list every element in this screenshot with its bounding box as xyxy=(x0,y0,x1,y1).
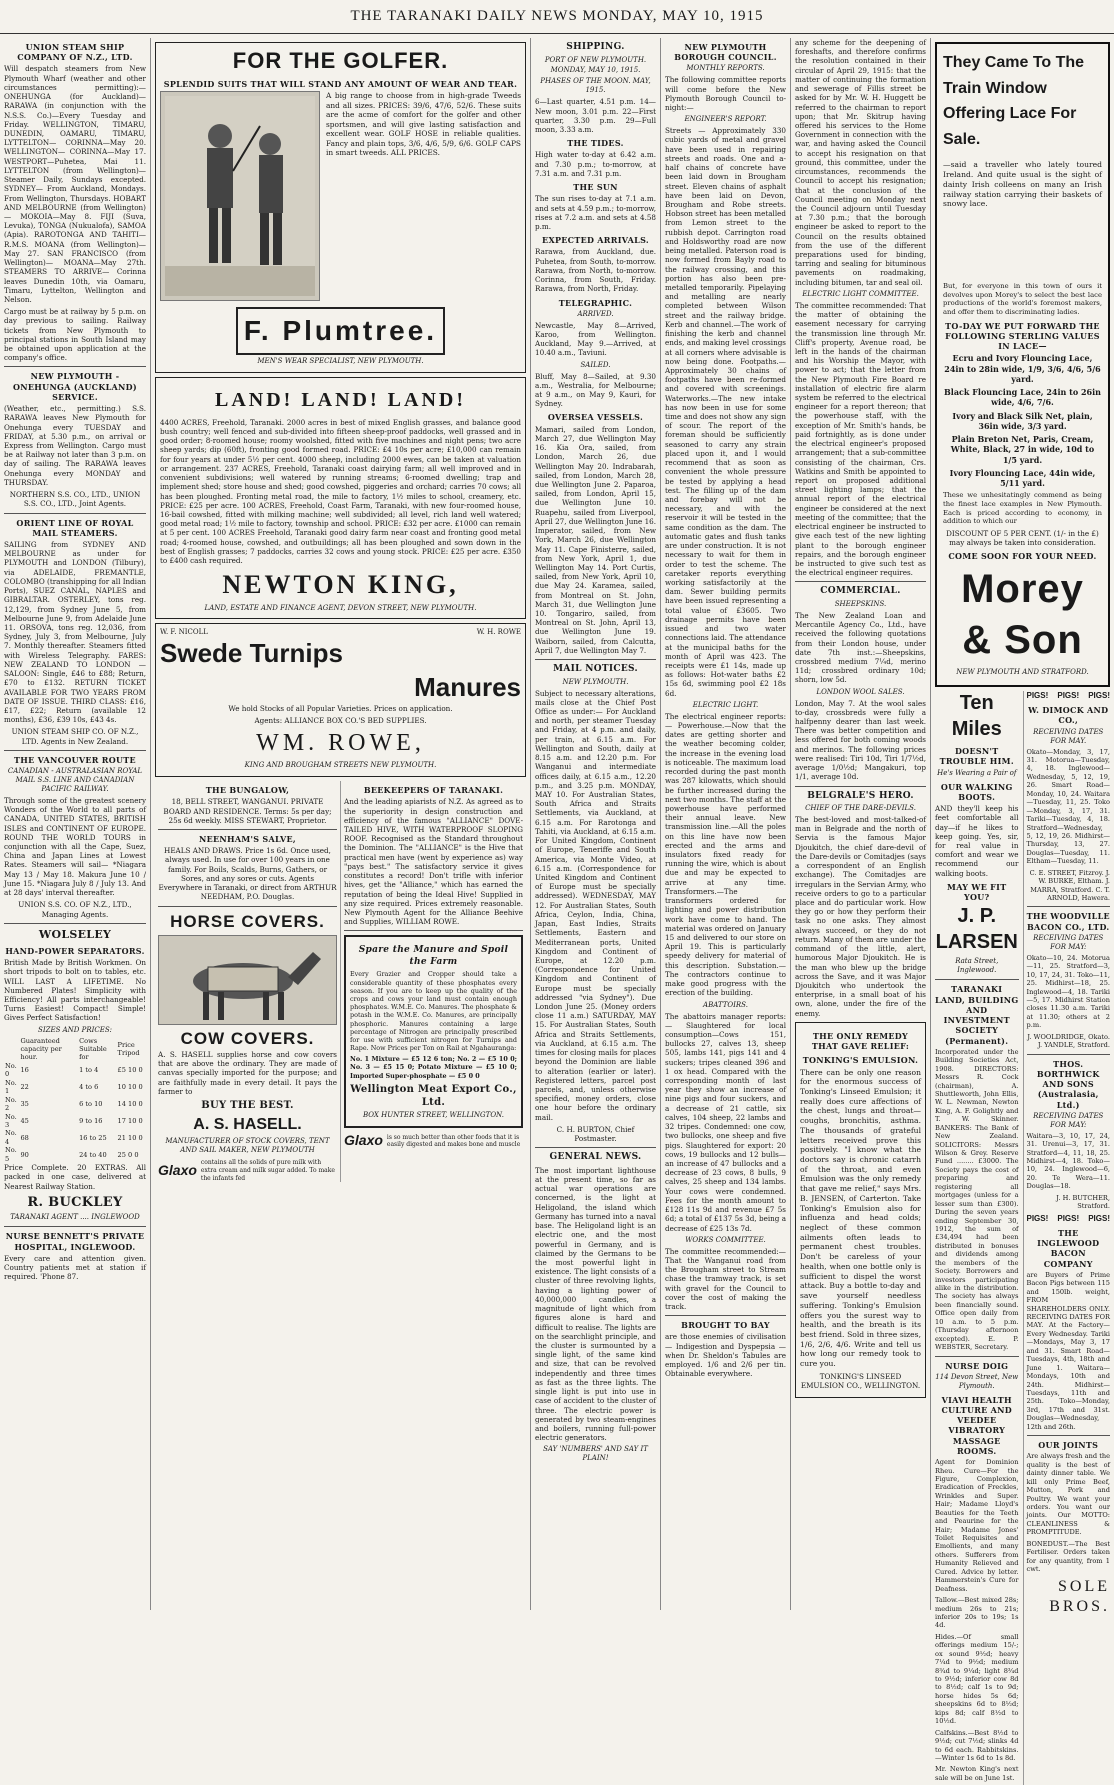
wm-rowe-subtitle: KING AND BROUGHAM STREETS NEW PLYMOUTH. xyxy=(244,761,437,770)
borthwick-heading: THOS. BORTHWICK AND SONS (Australasia, Ltd.) xyxy=(1036,1058,1100,1110)
electric-light-body: The electrical engineer reports:— Powerhouse.—Now that the dates are getting shorter and the weather becoming colder, the increase in the evening load is noticeable. The maximum load recorded during the past month was 287 kilowatts, which should be further increased during the next two months. The staff at the powerhouse have performed their annual leave. New transmission line.—All the poles on this line have now been erected and the arms and insulators fixed ready for running the wire, which is about due and may be expected to arrive at any time. Transformers.—The transformers ordered for lighting and power distribution work have come to hand. The material was ordered on January 15 and delivered to our store on April 19. This is particularly speedy delivery for material of this description. Substation.—The contractors continue to make good progress with the erection of the building. xyxy=(665,711,786,998)
column-6 xyxy=(930,38,1114,1782)
newton-king-name: NEWTON KING, xyxy=(222,570,459,600)
manure-ad xyxy=(344,935,523,1128)
borthwick-signature: J. H. BUTCHER, Stratford. xyxy=(1056,1193,1110,1211)
bonedust-note: BONEDUST.—The Best Fertiliser. Orders taken for any quantity, from 1 cwt. xyxy=(1026,1539,1110,1574)
say-it-heading: SAY 'NUMBERS' AND SAY IT PLAIN! xyxy=(543,1445,648,1463)
belgrade-body: The best-loved and most-talked-of man in Belgrade and the north of Servia is the famous Major Djoukitch, the chief dare-devil of the Dare-devils or Comitadjes (says a correspondent of an English exchange). The Comitadjes are irregulars in the Servian Army, who receive orders to go to a particular place and do particular work. How they go or how they perform their task no one asks. They almost always succeed, or they do not return. Many of them are under the command of the little, alert, humorous Major Djoukitch. He is the man who blew up the bridge across the Save, and it was Major Djoukitch who undertook the enterprise, in a small boat of his own, alone, under the fire of the enemy. xyxy=(795,815,926,1018)
remedy-signature: TONKING'S LINSEED EMULSION CO., WELLINGTON. xyxy=(800,1371,921,1391)
arrived-body: Newcastle, May 8—Arrived, Karoo, from Wellington. Auckland, May 9.—Arrived, at 10.40 a.m., Taviuni. xyxy=(535,320,656,358)
arrivals-body: Rarawa, from Auckland, due. Puhetea, from South, to-morrow. Rarawa, from North, to-morrow. Corinna, from South, Friday. Rarawa, from North, Friday. xyxy=(535,247,656,294)
buckley-heading: R. BUCKLEY xyxy=(27,1194,123,1210)
wolseley-body: British Made by British Workmen. On short tripods to bolt on to tables, etc. WILL LAST A LIFETIME. No Numbered Plates! Simplicity with Efficiency! All parts interchangeable! Turns Easiest! Compact! Simple! Gives Perfect Satisfaction! xyxy=(4,958,146,1023)
pigs-row: PIGS! PIGS! PIGS! xyxy=(1026,690,1110,700)
nurse-bennett-heading: NURSE BENNETT'S PRIVATE HOSPITAL, INGLEWOOD. xyxy=(5,1231,145,1252)
engineer-body: Streets — Approximately 330 cubic yards of metal and gravel have been used in repairing streets and roads. One and a-half chains of concrete have been laid down in Brougham street. Eleven chains of asphalt have been laid on Devon, Brougham and Robe streets. Hobson street has been metalled from Lemon street to the rubbish depot. Carrington road and Holdsworthy road are now being metalled. Paterson road is now formed from Bayly road to the railway crossing, and this portion has also been pre-metalled temporarily. Pipelaying and metalling are nearly completed between Wilson street and the railway bridge. Kerb and channel.—The work of finishing the kerb and channel ends, and making level crossings at all corners where advisable is now being done. Footpaths.—Approximately 30 chains of footpaths have been re-formed and covered with screenings. Waterworks.—The new intake has now been in use for some time and does not show any sign of scour. The report of the foreman should be sufficiently seasoned to carry any strain placed upon it, and I would recommend that as soon as convenient the whole pressure be tested by applying a head test. The filling up of the dam and forebay will not be necessary, and with the reservoir it will be tested in the same condition as the dam. The automatic gates and flush tanks are under construction. It is not necessary to wait for them in order to test the scheme. The caretaker reports everything working satisfactorily at the dam. Sewer building permits have been issued representing a total value of £3605. Two drainage permits have been issued and two water connections laid. The attendance at the municipal baths for the month of April was 423. The receipts were £1 14s, made up as follows: Hot-water baths £2 15s 6d, swimming pool £2 18s 6d. xyxy=(665,126,786,698)
sheepskins-heading: SHEEPSKINS. xyxy=(834,599,887,608)
council-heading: NEW PLYMOUTH BOROUGH COUNCIL. xyxy=(674,42,777,63)
dimock-subheading: RECEIVING DATES FOR MAY. xyxy=(1033,727,1104,745)
morey-ad xyxy=(935,42,1110,687)
sun-heading: THE SUN xyxy=(573,182,618,193)
table-row: No. 5 90 24 to 40 25 0 0 xyxy=(5,1146,139,1163)
lace-item: Black Flouncing Lace, 24in to 26in wide, 4/6, 7/6. xyxy=(944,387,1101,408)
pigs-row: PIGS! PIGS! PIGS! xyxy=(1026,1213,1110,1223)
land-title: LAND! LAND! LAND! xyxy=(215,389,466,412)
nurse-doig-subtitle: 114 Devon Street, New Plymouth. xyxy=(935,1372,1019,1390)
wm-rowe-name: WM. ROWE, xyxy=(256,730,425,757)
ten-miles-subtitle: DOESN'T TROUBLE HIM. xyxy=(939,746,1014,767)
cow-covers-title: COW COVERS. xyxy=(180,1029,315,1049)
column-5 xyxy=(790,38,930,1610)
woodville-signature: J. WOOLDRIDGE, Okato. J. YANDLE, Stratford. xyxy=(1027,1032,1110,1050)
sun-body: The sun rises to-day at 7.1 a.m. and sets at 4.59 p.m.; to-morrow, rises at 7.2 a.m. and sets at 4.58 p.m. xyxy=(535,194,656,231)
rowe-short-name: W. H. ROWE xyxy=(476,628,521,637)
woodville-body: Okato—10, 24. Motorua—11, 25. Stratford—3, 10, 17, 24, 31. Toko—11, 25. Midhirst—18, 25. Inglewood—4, 18. Tariki—5, 17. Midhirst Station closes 11.30 a.m. Tariki at 11.30; others at 2 p.m. xyxy=(1026,953,1110,1030)
ten-miles-body: He's Wearing a Pair of xyxy=(937,768,1017,777)
dimock-body: Okato—Monday, 3, 17, 31. Motorua—Tuesday, 4, 18. Inglewood—Wednesday, 5, 12, 19, 26. Smart Road—Monday, 10, 24. Waitara—Tuesday, 11, 25. Toko—Monday, 3, 17, 31. Tariki—Tuesday, 4, 18. Stratford—Wednesday, 5, 12, 19, 26. Midhirst—Thursday, 13, 27. Douglas—Tuesday, 11. Eltham—Tuesday, 11. xyxy=(1026,747,1110,866)
joints-body: Are always fresh and the quality is the best of dainty dinner table. We kill only Prime Beef, Mutton, Pork and Poultry. We want your orders. You want our joints. Our MOTTO: CLEANLINESS & PROMPTITUDE. xyxy=(1026,1452,1110,1537)
works-body: The committee recommended:—That the Wanganui road from the Brougham street to Stream chase the tramway track, is set with gravel for the Council to cover the cost of making the track. xyxy=(665,1246,786,1312)
wellington-meat-address: BOX HUNTER STREET, WELLINGTON. xyxy=(363,1111,504,1120)
onehunga-heading: NEW PLYMOUTH - ONEHUNGA (AUCKLAND) SERVICE. xyxy=(13,371,137,402)
glaxo-logo: Glaxo xyxy=(344,1132,383,1149)
orient-body: SAILING from SYDNEY AND MELBOURNE as under for PLYMOUTH and LONDON (Tilbury), via ADELAIDE, FREMANTLE, COLOMBO (transhipping for all Indian Ports), SUEZ CANAL, NAPLES and GIBRALTAR. OSTERLEY, tons reg. 12,129, from Sydney June 5, from Melbourne June 9, from Adelaide June 11. ORSOVA, tons reg. 12,036, from Sydney, July 3, from Melbourne, July 7. Monthly thereafter. Steamers fitted with Wireless Telegraphy. FARES: NEW ZEALAND TO LONDON —SALOON: Single, £46 to £88; Return, £70 to £132. RETURN TICKET AVAILABLE FOR TWO YEARS FROM DATE OF ISSUE. THIRD CLASS: £16, £17, £22; Return (available 12 months), £36, £39 10s, £43 4s. xyxy=(4,540,146,725)
orient-signature: UNION STEAM SHIP CO. OF N.Z., LTD. Agents in New Zealand. xyxy=(11,727,139,746)
lace-body: But, for everyone in this town of ours it devolves upon Morey's to select the best lace productions of the world's foremost makers, and offer them to discriminating ladies. xyxy=(943,281,1102,317)
lace-item: Ivory and Black Silk Net, plain, 36in wide, 3/3 yard. xyxy=(952,410,1093,431)
horse-icon xyxy=(163,937,333,1023)
moon-heading: PHASES OF THE MOON. MAY, 1915. xyxy=(540,77,651,95)
sailed-heading: SAILED. xyxy=(580,360,611,369)
ten-miles-title: Ten Miles xyxy=(951,691,1002,740)
golfer-title: FOR THE GOLFER. xyxy=(232,48,449,73)
morey-subtitle: NEW PLYMOUTH AND STRATFORD. xyxy=(956,668,1089,677)
manure-heading: Spare the Manure and Spoil the Farm xyxy=(358,945,509,967)
table-row: No. 1 22 4 to 6 10 10 0 xyxy=(5,1078,143,1096)
mail-body: Subject to necessary alterations, mails close at the Chief Post Office as under:— For Auckland and north, per steamer Tuesday and Friday, at 4 p.m. and daily, per train, at 6.15 a.m. For Wellington and South, daily at 8.15 a.m. and 12.20 p.m. For Wanganui and intermediate offices daily, at 6.15 a.m., 12.20 p.m., and 3.25 p.m. MONDAY, MAY 10. For Australian States, South Africa and Straits Settlements, via Auckland, at 6.15 a.m. For Rarotonga and Tahiti, via Auckland, at 6.15 a.m. For United Kingdom, Continent of Europe, Teneriffe and South America, via Monte Video, at 6.15 a.m. (Correspondence for United Kingdom and Continent of Europe must be specially addressed). WEDNESDAY, MAY 12. For Australian States, South Africa, Ceylon, India, China, Japan, East Indies, Straits Settlements, Eastern and Mediterranean ports, United Kingdom and Continent of Europe, at 12.20 p.m. (Correspondence for United Kingdom and Continent of Europe must be specially addressed "via Sydney"). Due London June 25. (Money orders close 11 a.m.) SATURDAY, MAY 15. For Australian States, South Africa and Straits Settlements, via Auckland, at 6.15 a.m. The times for closing mails for places beyond the Dominion are liable to alteration (earlier or later). Registered letters, parcel post parcels, and, unless otherwise specified, money orders, close one hour before the ordinary mail. xyxy=(535,688,656,1122)
belgrade-heading: BELGRALE'S HERO. xyxy=(807,790,914,801)
today-we-heading: TO-DAY WE PUT FORWARD THE FOLLOWING STERLING VALUES IN LACE— xyxy=(945,320,1100,352)
cargo-note: Cargo must be at railway by 5 p.m. on day previous to sailing. Railway tickets from New Plymouth to principal stations in South Island may be obtained upon application at the company's office. xyxy=(4,307,146,363)
horse-covers-title: HORSE COVERS. xyxy=(170,911,325,931)
borthwick-body: Waitara—3, 10, 17, 24, 31. Urenui—3, 17, 31. Stratford—4, 11, 18, 25. Midhirst—4, 18. Toko—10, 24. Inglewood—6, 20. Te Wera—11. Douglas—18. xyxy=(1026,1131,1110,1191)
turnips-ad xyxy=(155,623,526,777)
electric-committee-body: The committee recommended: That the matter of obtaining the easement necessary for carrying the transmission line through Mr. Cliff's property, Avenue road, be left in the hands of the chairman and his Worship the Mayor, with power to act; that the letter from the New Plymouth Fire Board re installation of electric fire alarm system be referred to the electrical engineer for a report thereon; that the powerhouse staff, with the exception of Mr. Smith's hands, be paid fortnightly, as is done under the electrical engineer's proposed arrangement; that a sub-committee consisting of the chairman, Crs. Watkins and Smith be appointed to report on proposed additional street lighting lamps; that the annual report of the electrical engineer be considered at the next meeting of the committee; that the electrical engineer be instructed to give each test of the new lighting plant to the borough engineer repairs, and the borough engineer be instructed to give such test as the electrical engineer requires. xyxy=(795,300,926,578)
manures-title: Manures xyxy=(414,671,521,702)
morey-name: Morey & Son xyxy=(961,566,1084,662)
plumtree-subtitle: MEN'S WEAR SPECIALIST, NEW PLYMOUTH. xyxy=(257,357,424,366)
beekeepers-heading: BEEKEEPERS OF TARANAKI. xyxy=(363,785,504,796)
fit-you: MAY WE FIT YOU? xyxy=(947,881,1007,903)
commercial-heading: COMMERCIAL. xyxy=(820,586,901,597)
glaxo-text: contains all the solids of pure milk with extra cream and milk sugar added. To make the infants fed xyxy=(200,1159,335,1182)
hasell-name: A. S. HASELL. xyxy=(193,1115,302,1133)
discount-note: DISCOUNT OF 5 PER CENT. (1/- in the £) may always be taken into consideration. xyxy=(946,528,1099,548)
belgrade-subheading: CHIEF OF THE DARE-DEVILS. xyxy=(805,804,916,813)
needham-heading: NEENHAM'S SALVE, xyxy=(198,833,296,844)
viavi-body: Agent for Dominion Rheu. Cure—For the Figure, Complexion, Eradication of Freckles, Wrinkles and Super. Hair; Madame Lloyd's Beauties for the Teeth and Peaurine for the Hair; Madame Jones' Toilet Requisites and Emollients, and many others. Sufferers from Humanity Relieved and Cured. Advice by letter. Hammerstein's Cure for Deafness. xyxy=(935,1458,1019,1593)
larsen-subtitle: Rata Street, Inglewood. xyxy=(955,957,999,975)
wolseley-heading: WOLSELEY xyxy=(38,927,112,941)
swede-body: We hold Stocks of all Popular Varieties. Prices on application. xyxy=(228,703,453,713)
column-3 xyxy=(530,38,660,1610)
woodville-subheading: RECEIVING DATES FOR MAY: xyxy=(1033,933,1104,951)
shipping-heading: SHIPPING. xyxy=(566,42,625,52)
beekeepers-body: And the leading apiarists of N.Z. As agreed as to the superiority in design construction and efficiency of the famous "ALLIANCE" DOVE-TAILED HIVE, WITH WATERPROOF SLOPING ROOF. Recognised as the Standard throughout the Dominion. The "ALLIANCE" is the Hive that practical men have (went by experience as) way "pays best." The satisfactory service it gives constitutes a record! Don't trifle with inferior hives, get the "Alliance," which has earned the reputation of being the Ideal Hive! Supplied in any size required. Prices extremely reasonable. New Plymouth Agent for the Alliance Beehive and Supplies, WILLIAM ROWE. xyxy=(344,797,523,927)
sizes-table xyxy=(4,1037,146,1164)
wolseley-subheading: HAND-POWER SEPARATORS. xyxy=(5,945,145,956)
brought-to-bay-body: are those enemies of civilisation — Indigestion and Dyspepsia — when Dr. Sheldon's Tabules are employed. 1/6 and 2/6 per tin. Obtainable everywhere. xyxy=(665,1332,786,1379)
sailed-body: Bluff, May 8—Sailed, at 9.30 a.m., Westralia, for Melbourne; at 9 a.m., on May 9, Kauri, for Sydney. xyxy=(535,371,656,409)
tides-heading: THE TIDES. xyxy=(567,138,624,149)
lace-item: Ecru and Ivory Flouncing Lace, 24in to 28in wide, 1/9, 3/6, 4/6, 5/6 yard. xyxy=(944,353,1101,384)
dimock-heading: W. DIMOCK AND CO., xyxy=(1028,705,1109,726)
manure-body: Every Grazier and Cropper should take a considerable quantity of these phosphates every season. If you are to keep up the quality of the crops and cows your land must contain enough phosphates. W.M.E. Co. Manures. The phosphate & potash in the W.M.E. Co. Manures, are principally phosphoric. Manures containing a large percentage of Nitrogen are principally prescribed for use with sufficient nitrogen for Turnips and Rape. Now Prices per Ton on Rail at Ngahauranga: xyxy=(350,970,517,1053)
golfer-ad xyxy=(155,42,526,373)
mail-np: NEW PLYMOUTH. xyxy=(562,677,629,686)
glaxo-logo: Glaxo xyxy=(158,1161,197,1178)
table-row: No. 0 16 1 to 4 £5 10 0 xyxy=(5,1061,143,1079)
column-1 xyxy=(0,38,150,1610)
mail-signature: C. H. BURTON, Chief Postmaster. xyxy=(556,1124,635,1144)
woodville-heading: THE WOODVILLE BACON CO., LTD. xyxy=(1026,911,1110,932)
tonking-ad xyxy=(795,1022,926,1398)
inglewood-bacon-body: are Buyers of Prime Bacon Pigs between 115 and 150lb. weight, FROM SHAREHOLDERS ONLY. RECEIVING DATES FOR MAY. At the Factory—Every Wednesday. Tariki—Mondays, May 3, 17 and 31. Smart Road—Tuesdays, 4th, 18th and June 1. Waitara—Mondays, 10th and 24th. Midhirst—Tuesdays, 11th and 25th. Toko—Monday, 3rd, 17th and 31st. Douglas—Wednesday, 12th and 26th. xyxy=(1026,1270,1110,1431)
tides-body: High water to-day at 6.42 a.m. and 7.30 p.m.; to-morrow, at 7.31 a.m. and 7.31 p.m. xyxy=(535,150,656,178)
viavi-heading: VIAVI HEALTH CULTURE AND VEEDEE VIBRATORY MASSAGE ROOMS. xyxy=(941,1394,1013,1456)
council-continued-body: any scheme for the deepening of foreshafts, and therefore confirms the resolution contained in their circular of April 29, 1915: that the matter of continuing the formation and sewerage of Fillis street be asked for by Mr. W. H. Huggett be referred to the chairman to report upon; that Mr. Skitrup having offered his services to the Home Government in connection with the war, and having asked the Council to accept his resignation on that ground, this committee, under the circumstances, recommends the Council to accept his resignation; that at the conclusion of the Council meeting on Monday next the Council adjourn until Tuesday at 7.30 p.m.; that the borough engineer be asked to report to the Council on the results obtained from the use of the different preparations used for binding, tarring and sealing for bituminous pavements on roadmaking, including bitumen, tar and seal oil. xyxy=(795,38,926,287)
works-heading: WORKS COMMITTEE. xyxy=(685,1235,766,1244)
golfer-subtitle: SPLENDID SUITS THAT WILL STAND ANY AMOUNT OF WEAR AND TEAR. xyxy=(163,79,518,90)
land-ad xyxy=(155,377,526,619)
abattoirs-heading: ABATTOIRS. xyxy=(703,1000,748,1009)
table-row: No. 3 45 9 to 16 17 10 0 xyxy=(5,1112,143,1129)
remedy-heading: THE ONLY REMEDY THAT GAVE RELIEF: xyxy=(811,1030,910,1052)
golfer-body: A big range to choose from in high-grade Tweeds and all sizes. PRICES: 39/6, 47/6, 52/6. These suits are the acme of comfort for the golfer and other sportsmen, and will give lasting satisfaction and excellent wear. GOLF HOSE in reliable qualities. Fancy and plain tops, 3/6, 4/6, 5/9, 6/6. GOLF CAPS in smart tweeds. ALL PRICES. xyxy=(326,91,521,158)
nurse-bennett-body: Every care and attention given. Country patients met at station if required. 'Phone 87. xyxy=(4,1253,146,1282)
swede-turnips-title: Swede Turnips xyxy=(160,638,343,669)
arrived-heading: ARRIVED. xyxy=(577,309,614,318)
canadian-signature: UNION S.S. CO. OF N.Z., LTD., Managing Agents. xyxy=(18,900,132,919)
moon-body: 6—Last quarter, 4.51 p.m. 14—New moon, 3.01 p.m. 22—First quarter, 3.30 p.m. 29—Full moon, 3.33 a.m. xyxy=(535,97,656,134)
general-news-body: The most important lighthouse at the present time, so far as actual war operations are concerned, is the light at Heligoland, the island which Germany has turned into a naval base. The Heligoland light is an electric one, and the most powerful in Germany, and is claimed by the Germans to be the most powerful light in existence. The light consists of a cluster of three revolving lights, having a lighting power of 40,000,000 candles, a magnitude of light which from figures alone is hard and difficult to realise. The lights are on the searchlight principle, and the cluster is surmounted by a single light, of the same kind and size, that can be revolved independently and three times as fast as the three lights. The single light is put into use in case of accident to the cluster of three. The electric power is generated by two steam-engines and boilers, running full-power electric generators. xyxy=(535,1165,656,1443)
glaxo-text: is so much better than other foods that it is easily digested and makes bone and muscle xyxy=(386,1133,521,1149)
monthly-heading: MONTHLY REPORTS. xyxy=(686,64,765,73)
tallow-body: Tallow.—Best mixed 28s; medium 26s to 21s; inferior 20s to 19s; 1s 4d. xyxy=(935,1596,1019,1630)
needham-body: HEALS AND DRAWS. Price 1s 6d. Once used, always used. In use for over 100 years in one family. For Boils, Scalds, Burns, Gathers, or Sores, and any sores or cuts. Agents Everywhere in Taranaki, or direct from ARTHUR NEEDHAM, P.O. Douglas. xyxy=(158,846,337,902)
wool-body: London, May 7. At the wool sales to-day, crossbreds were fully a halfpenny dearer than last week. There was better competition and less offered for both coming woods and merinos. The following prices were realised: Tiri 10d, Tiri 1/7½d, average 1/0½d; Mangakuri, top 1/1, average 10d. xyxy=(795,698,926,782)
calfskins-body: Calfskins.—Best 8½d to 9½d; cut 7½d; slinks 4d to 6d each. Rabbitskins.—Winter 1s 6d to 1s 8d. xyxy=(935,1728,1019,1762)
golfer-illustration xyxy=(160,91,320,301)
sheepskins-body: The New Zealand Loan and Mercantile Agency Co., Ltd., have received the following quotations from their London house, under date 7th inst.:—Sheepskins, crossbred medium 7¼d, merino 11d; crossbred ordinary 10d; shorn, low 5d. xyxy=(795,610,926,685)
bungalow-body: 18, BELL STREET, WANGANUI. PRIVATE BOARD AND RESIDENCE. Terms: 5s per day; 25s 6d weekly. MISS STEWART, Proprietor. xyxy=(163,797,332,825)
canadian-subheading: CANADIAN - AUSTRALASIAN ROYAL MAIL S.S. LINE AND CANADIAN PACIFIC RAILWAY. xyxy=(7,767,143,793)
wellington-meat-name: Wellington Meat Export Co., Ltd. xyxy=(350,1083,517,1108)
column-4 xyxy=(660,38,790,1610)
remedy-body: There can be only one reason for the enormous success of Tonking's Linseed Emulsion; it really does cure affections of the chest, lungs and throat—coughs, bronchitis, asthma. The thousands of grateful letters received prove this positively. "I know what the doctors say is chronic catarrh of the throat, and even Emulsion was the only remedy that gave me relief," says Mrs. B. JENSEN, of Carterton. Take Tonking's Emulsion also for influenza and head colds; neglect of these common ailments often leads to permanent chest troubles. Don't be careless of your health, when one bottle only is sufficient to dispel the worst attack. Buy a bottle to-day and save yourself needless suffering. Tonking's Emulsion offers you the surest way to health, and the breath is its best friend. Sold in three sizes, 1/6, 2/6, 4/6. Write and tell us how long our remedy took to cure you. xyxy=(800,1067,921,1369)
sizes-note: Price Complete. 20 EXTRAS. All packed in one case, delivered at Nearest Railway Station. xyxy=(4,1163,146,1191)
arrivals-heading: EXPECTED ARRIVALS. xyxy=(542,235,649,246)
lace-item: Ivory Flouncing Lace, 44in wide, 5/11 yard. xyxy=(949,467,1096,488)
sole-bros-name: SOLE BROS. xyxy=(1049,1577,1110,1615)
wool-heading: LONDON WOOL SALES. xyxy=(816,687,905,696)
monthly-body: The following committee reports will come before the New Plymouth Borough Council to-night:— xyxy=(665,75,786,113)
nicoll-name: W. F. NICOLL xyxy=(160,628,208,637)
buckley-subheading: TARANAKI AGENT .... INGLEWOOD xyxy=(10,1213,140,1222)
hasell-subtitle: MANUFACTURER OF STOCK COVERS, TENT AND SAIL MAKER, NEW PLYMOUTH xyxy=(165,1137,330,1155)
walking-boots-heading: OUR WALKING BOOTS. xyxy=(940,781,1013,802)
plumtree-name: F. Plumtree. xyxy=(236,307,445,355)
shipping-date: MONDAY, MAY 10, 1915. xyxy=(550,66,641,75)
onehunga-body: (Weather, etc., permitting.) S.S. RARAWA leaves New Plymouth for Onehunga every TUESDAY and FRIDAY, at 5.30 p.m., on arrival or Express from Wellington. Cargo must be at Railway not later than 3 p.m. on day of sailing. The RARAWA leaves Onehunga every MONDAY and THURSDAY. xyxy=(4,404,146,487)
land-body: 4400 ACRES, Freehold, Taranaki. 2000 acres in best of mixed English grasses, and balance good bush country; well fenced and sub-divided into fifteen sheep-proof paddocks, well grassed and in good order; 8-roomed house; roomy woolshed, fitted with five machines and night pens; two acre sheep yards; dip (60ft), fronting good formed road. PRICE: £4 10s per acre; £10,000 can remain for four years at under 5½ per cent. 4000 sheep, including 2000 ewes, can be taken at valuation or arrangement. 237 ACRES, Freehold, Taranaki coast dairying farm; all well improved and in convenient subdivisions; well watered by running streams; 6-roomed dwelling; trap and implement shed; store house and shed; good cowshed, piggeries and orchard; carries 70 cows; all has been ploughed. Fronting metal road, the mile to factory, 1½ miles to school, creamery, etc. PRICE: £25 per acre. 100 ACRES, Freehold, Coast Farm, Taranaki, with new four-roomed house, 16-bail cowshed, fitted with milking machine; well subdivided; all level, rich land well watered; good metal road; 1½ mile to factory, township and school. PRICE: £32 per acre. £1000 can remain at 5 per cent. 100 ACRES Freehold, Taranaki good dairy farm near coast and fronting good metal road; 4-roomed house, cowshed, and outbuildings; all has been ploughed and sown down in the best of English grasses; 7 paddocks, carries 32 cows and young stock. PRICE: £25 per acre. £350 to £400 cash required. xyxy=(160,417,521,566)
oversea-heading: OVERSEA VESSELS. xyxy=(547,412,644,423)
sizes-header-row: Guaranteed capacity per hour. Cows Suitable for Price Tripod xyxy=(20,1036,140,1062)
horse-illustration xyxy=(158,935,337,1025)
remedy-subheading: TONKING'S EMULSION. xyxy=(802,1055,919,1066)
inglewood-bacon-heading: THE INGLEWOOD BACON COMPANY xyxy=(1037,1227,1100,1269)
table-row: No. 2 35 6 to 10 14 10 0 xyxy=(5,1095,143,1113)
lace-item: Plain Breton Net, Paris, Cream, White, Black, 27 in wide, 10d to 1/5 yard. xyxy=(950,434,1095,465)
walking-boots-body: AND they'll keep his feet comfortable all day—if he likes to keep going. Yes, sir, for real value in comfort and wear we recommend our walking boots. xyxy=(935,804,1019,878)
electric-committee-heading: ELECTRIC LIGHT COMMITTEE. xyxy=(802,289,919,298)
swede-agents: Agents: ALLIANCE BOX CO.'S BED SUPPLIES. xyxy=(254,716,427,726)
union-steam-body: Will despatch steamers from New Plymouth Wharf (weather and other circumstances permitting):— ONEHUNGA (for Auckland)— RARAWA (in conjunction with the N.S.S. Co.)—Every Tuesday and Friday. WELLINGTON, TIMARU, DUNEDIN, OAMARU, TIMARU, LYTTELTON— CORINNA—May 20. WELLINGTON— CORINNA—May 17. WESTPORT—Puhetea, Mai 11. LYTTELTON (from Wellington)— Steamer Daily, Sundays excepted. SYDNEY— From Auckland, Mondays. From Wellington, Thursdays. HOBART AND MELBOURNE (from Wellington)— MOKOIA—May 8. FIJI (Suva, Levuka), TONGA (Nukualofa), SAMOA (Apia). RAROTONGA AND TAHITI— R.M.S. MOANA (from Wellington)— May 27. SAN FRANCISCO (from Wellington)— MOANA—May 27th. STEAMERS TO ARRIVE— Corinna leaves Dunedin 10th, via Oamaru, Timaru, Lyttelton, Wellington and Nelson. xyxy=(4,64,146,304)
buy-the-best: BUY THE BEST. xyxy=(201,1100,294,1112)
general-news-heading: GENERAL NEWS. xyxy=(549,1152,642,1163)
brought-to-bay-heading: BROUGHT TO BAY xyxy=(681,1320,770,1331)
canadian-body: Through some of the greatest scenery Wonders of the World to all parts of CANADA, UNITED STATES, BRITISH ISLES and CONTINENT OF EUROPE. ROUND THE WORLD TOURS in conjunction with all the Cape, Suez, China and Japan Lines at Lowest Rates. Steamers will sail— *Niagara May 13 / May 18. Makura June 10 / June 15. *Niagara July 8 / July 13. And at 28 days' interval thereafter. xyxy=(4,795,146,898)
golfer-icon xyxy=(165,96,315,296)
nurse-doig-heading: NURSE DOIG xyxy=(945,1360,1009,1371)
sale-note: Mr. Newton King's next sale will be on June 1st. xyxy=(935,1765,1019,1782)
building-society-heading: TARANAKI LAND, BUILDING AND INVESTMENT SOCIETY (Permanent). xyxy=(935,984,1019,1046)
sizes-heading: SIZES AND PRICES: xyxy=(38,1025,112,1034)
dimock-signature: C. E. STREET, Fitzroy. J. W. BURKE, Eltham. J. MARRA, Stratford. C. T. ARNOLD, Hawera. xyxy=(1029,868,1110,903)
bungalow-heading: THE BUNGALOW, xyxy=(205,785,290,796)
table-row: No. 4 68 16 to 25 21 10 0 xyxy=(5,1129,143,1146)
union-steam-heading: UNION STEAM SHIP COMPANY OF N.Z., LTD. xyxy=(17,42,133,63)
train-body: —said a traveller who lately toured Ireland. And quite usual is the sight of dainty Irish colleens on many an Irish railway station carrying their baskets of snowy lace. xyxy=(943,160,1102,209)
manure-prices: No. 1 Mixture — £5 12 6 ton; No. 2 — £5 10 0; No. 3 — £5 15 0; Potato Mixture — £5 10 0; Imported Super-phosphate — £5 0 0 xyxy=(350,1055,517,1080)
borthwick-subheading: RECEIVING DATES FOR MAY: xyxy=(1033,1111,1104,1129)
hasell-body: A. S. HASELL supplies horse and cow covers that are above the ordinary. They are made of canvas specially imported for the purpose; and are faithfully made in every detail. It pays the farmer to xyxy=(158,1050,337,1096)
hides-body: Hides.—Of small offerings medium 15/-; ox sound 9½d; heavy 7¼d to 9½d; medium 8¾d to 9¼d; light 8¾d to 9½d; inferior cow 8d to 8½d; calf 1s to 9d; horse hides 5s 6d; sheepskins 6d to 8½d; kips 8d; calf 8½d to 10½d. xyxy=(935,1632,1019,1726)
vancouver-heading: THE VANCOUVER ROUTE xyxy=(14,754,136,765)
column-2 xyxy=(150,38,530,1610)
mail-heading: MAIL NOTICES. xyxy=(553,664,638,675)
joints-heading: OUR JOINTS xyxy=(1038,1440,1099,1451)
come-soon: COME SOON FOR YOUR NEED. xyxy=(948,551,1097,562)
port-heading: PORT OF NEW PLYMOUTH. xyxy=(544,55,647,64)
newton-king-subtitle: LAND, ESTATE AND FINANCE AGENT, DEVON STREET, NEW PLYMOUTH. xyxy=(204,603,477,612)
oversea-body: Mamari, sailed from London, March 27, due Wellington May 16. Kia Ora, sailed, from London, March 26, due Wellington May 20. Indrabarah, sailed, from London, March 28, due Wellington June 2. Paparoa, sailed, from London, April 15, due Wellington June 10. Ruapehu, sailed from Liverpool, April 27, due Wellington June 16. Imperator, sailed, from New York, March 26, due Wellington May 11. Cape Finisterre, sailed, from New York, April 1, due Wellington May 14. Port Curtis, sailed, from New York, April 10, due May 24. Karamea, sailed, from Montreal on St. John, March 31, due Wellington June 10. Tongariro, sailed, from Montreal on St. John, April 13, due Wellington June 19. Waiborn, sailed, from Calcutta, April 7, due Wellington May 7. xyxy=(535,424,657,655)
masthead: THE TARANAKI DAILY NEWS MONDAY, MAY 10, 1915 xyxy=(0,0,1114,34)
onehunga-signature: NORTHERN S.S. CO., LTD., UNION S.S. CO., LTD., Joint Agents. xyxy=(9,490,141,509)
train-title: They Came To The Train Window Offering Lace For Sale. xyxy=(943,54,1085,148)
telegraphic-heading: TELEGRAPHIC. xyxy=(558,297,633,308)
electric-light-heading: ELECTRIC LIGHT. xyxy=(692,700,759,709)
orient-heading: ORIENT LINE OF ROYAL MAIL STEAMERS. xyxy=(16,517,134,538)
lace-note: These we unhesitatingly commend as being the finest lace examples in New Plymouth. Each is priced according to economy, in addition to which our xyxy=(943,491,1102,526)
engineer-heading: ENGINEER'S REPORT. xyxy=(684,115,767,124)
abattoirs-body: The abattoirs manager reports:— Slaughtered for local consumption—Cows 151, bullocks 27, calves 13, sheep 505, lambs 141, pigs 141 and 4 suckers; tripes cleaned 396 and 1 ox head. Compared with the corresponding month of last year they show an increase of nine pigs and four suckers, and a decrease of 21 cattle, six calves, 104 sheep, 22 lambs and 32 tripes. Condemned: one cow, two bullocks, one sheep and five pigs. Slaughtered for export: 20 cows, 19 bullocks and 12 bulls—an increase of 47 bullocks and a decrease of 23 cows, 8 bulls, 9 calves, 25 sheep and 134 lambs. Your cows were condemned. Fees for the month amount to £128 11s 9d and revenue £7 5s 6d; a total of £137 5s 3d, being a decrease of £25 13s 7d. xyxy=(665,1011,786,1233)
building-society-body: Incorporated under the Building Societies Act, 1908. DIRECTORS: Messrs R. Cock (chairman), A. Shuttleworth, John Ellis, W. L. Newman, Newton King, A. F. Golightly and T. W. Skinner. BANKERS: The Bank of New Zealand. SOLICITORS: Messrs Wilson & Grey. Reserve Fund ........ £3000. The Society pays the cost of preparing and registering all mortgages (unless for a lesser sum than £300). During the seven years ending September 30, 1912, the sum of £34,494 had been distributed in bonuses and dividends among the members of the Society. Borrowers and investors participating alike in the distribution. The society has always been financially sound. Office open daily from 10 a.m. to 5 p.m. (Thursday afternoon excepted). E. P. WEBSTER, Secretary. xyxy=(935,1047,1019,1352)
larsen-name: J. P. LARSEN xyxy=(935,905,1018,953)
